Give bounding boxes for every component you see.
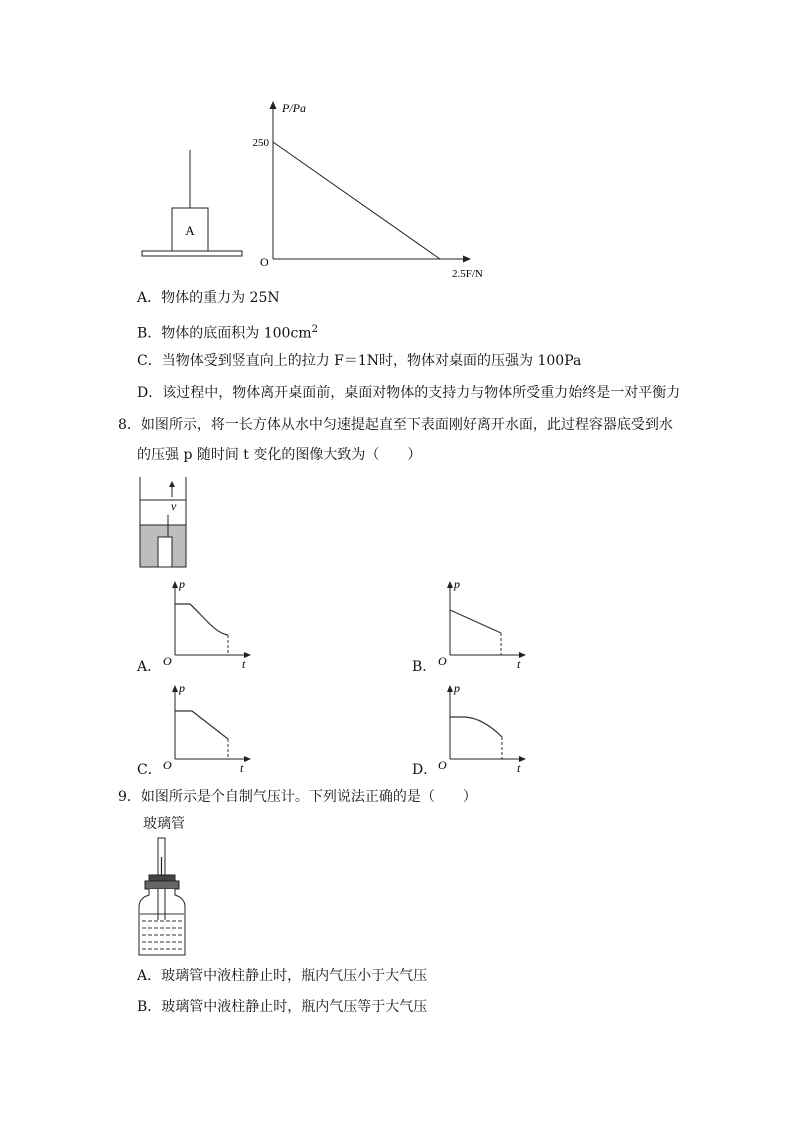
y-axis-label: P/Pa <box>282 101 306 115</box>
q9-option-b: B．玻璃管中液柱静止时，瓶内气压等于大气压 <box>137 999 428 1015</box>
q8-graph-b <box>435 578 535 670</box>
q8-option-b[interactable]: B． <box>412 659 437 675</box>
graph-c-x-arrow <box>244 756 251 762</box>
q8-graph-d <box>435 682 535 774</box>
q8-graph-a <box>160 578 260 670</box>
table-plate <box>142 251 242 256</box>
graph-c-line <box>175 711 228 739</box>
q7-option-b-sup: 2 <box>311 324 318 335</box>
graph-a-p: p <box>179 578 185 591</box>
q8-option-c[interactable]: C． <box>137 762 162 778</box>
p-f-line <box>273 142 440 259</box>
q8-option-a[interactable]: A． <box>137 659 162 675</box>
q9-option-a: A．玻璃管中液柱静止时，瓶内气压小于大气压 <box>137 968 428 984</box>
rectangular-block <box>158 537 172 567</box>
bottle-cap-bottom <box>145 881 179 889</box>
graph-a-curve <box>175 604 228 635</box>
q7-option-a: A．物体的重力为 25N <box>137 290 280 306</box>
q7-option-d: D．该过程中，物体离开桌面前，桌面对物体的支持力与物体所受重力始终是一对平衡力 <box>137 385 681 401</box>
q8-stem-line1: 8．如图所示，将一长方体从水中匀速提起直至下表面刚好离开水面，此过程容器底受到水 <box>118 417 673 433</box>
x-axis-arrow <box>463 256 471 263</box>
y-axis-arrow <box>270 101 277 109</box>
graph-a-y-arrow <box>172 581 178 588</box>
y-tick-250: 250 <box>252 137 269 149</box>
bottle-cap-top <box>149 875 175 881</box>
graph-d-y-arrow <box>447 685 453 692</box>
q8-graph-c <box>160 682 260 774</box>
q8-container-figure <box>135 475 195 575</box>
graph-b-t: t <box>517 657 521 670</box>
x-tick-label: 2.5F/N <box>452 268 483 280</box>
q9-tube-label: 玻璃管 <box>143 816 185 832</box>
graph-c-o: O <box>163 758 172 772</box>
q8-stem-line2: 的压强 p 随时间 t 变化的图像大致为（ ） <box>137 447 422 463</box>
graph-b-o: O <box>438 654 447 668</box>
q7-option-c: C．当物体受到竖直向上的拉力 F＝1N时，物体对桌面的压强为 100Pa <box>137 353 582 369</box>
q7-option-b <box>137 320 318 344</box>
graph-d-o: O <box>438 758 447 772</box>
graph-a-t: t <box>242 657 246 670</box>
velocity-arrow-head <box>169 481 175 487</box>
graph-b-line <box>450 610 501 633</box>
velocity-label: v <box>171 499 177 513</box>
graph-d-curve <box>450 717 502 737</box>
graph-c-y-arrow <box>172 685 178 692</box>
bottle-body <box>139 889 185 955</box>
q9-barometer-figure <box>135 835 195 960</box>
graph-b-p: p <box>454 578 460 591</box>
origin-label: O <box>260 255 269 269</box>
graph-b-y-arrow <box>447 581 453 588</box>
graph-c-p: p <box>179 682 185 695</box>
graph-c-t: t <box>240 761 244 774</box>
graph-d-p: p <box>454 682 460 695</box>
graph-a-o: O <box>163 654 172 668</box>
q7-option-b-text: B．物体的底面积为 100cm <box>137 325 312 342</box>
q9-stem: 9．如图所示是个自制气压计。下列说法正确的是（ ） <box>118 789 477 805</box>
graph-d-t: t <box>517 761 521 774</box>
q7-figure <box>130 95 510 285</box>
block-label: A <box>185 223 195 238</box>
q8-option-d[interactable]: D． <box>412 762 438 778</box>
